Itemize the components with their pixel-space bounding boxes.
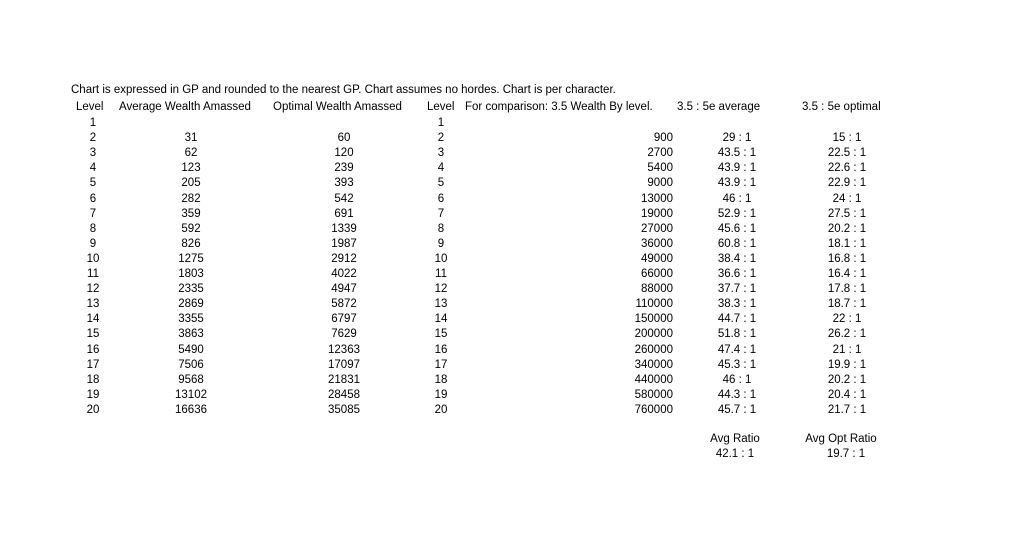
cell-35-wealth: 66000 bbox=[641, 268, 673, 280]
cell-average-wealth: 9568 bbox=[178, 374, 204, 386]
cell-35-wealth: 440000 bbox=[634, 374, 673, 386]
cell-optimal-wealth: 239 bbox=[334, 162, 354, 174]
cell-35-wealth: 13000 bbox=[641, 193, 673, 205]
cell-level-2: 7 bbox=[437, 208, 445, 220]
cell-optimal-wealth: 28458 bbox=[328, 389, 360, 401]
cell-ratio-optimal: 21 : 1 bbox=[832, 344, 862, 356]
cell-level-2: 1 bbox=[437, 117, 445, 129]
cell-ratio-optimal: 16.4 : 1 bbox=[827, 268, 867, 280]
cell-level: 3 bbox=[89, 147, 97, 159]
cell-ratio-optimal: 22.6 : 1 bbox=[827, 162, 867, 174]
avg-opt-ratio-value: 19.7 : 1 bbox=[826, 448, 866, 460]
cell-ratio-average: 37.7 : 1 bbox=[717, 283, 757, 295]
cell-ratio-average: 36.6 : 1 bbox=[717, 268, 757, 280]
cell-level-2: 13 bbox=[434, 298, 448, 310]
cell-35-wealth: 9000 bbox=[647, 177, 673, 189]
cell-ratio-optimal: 22.9 : 1 bbox=[827, 177, 867, 189]
cell-ratio-average: 45.3 : 1 bbox=[717, 359, 757, 371]
cell-optimal-wealth: 1339 bbox=[331, 223, 357, 235]
cell-optimal-wealth: 393 bbox=[334, 177, 354, 189]
cell-level: 14 bbox=[86, 313, 100, 325]
cell-35-wealth: 88000 bbox=[641, 283, 673, 295]
cell-ratio-optimal: 20.4 : 1 bbox=[827, 389, 867, 401]
cell-level-2: 20 bbox=[434, 404, 448, 416]
cell-level: 17 bbox=[86, 359, 100, 371]
avg-opt-ratio-label: Avg Opt Ratio bbox=[805, 433, 877, 445]
cell-level-2: 9 bbox=[437, 238, 445, 250]
cell-ratio-optimal: 22.5 : 1 bbox=[827, 147, 867, 159]
cell-level-2: 18 bbox=[434, 374, 448, 386]
cell-level: 20 bbox=[86, 404, 100, 416]
cell-average-wealth: 31 bbox=[184, 132, 198, 144]
cell-optimal-wealth: 12363 bbox=[328, 344, 360, 356]
header-comparison: For comparison: 3.5 Wealth By level. bbox=[465, 101, 653, 113]
cell-level: 13 bbox=[86, 298, 100, 310]
header-level: Level bbox=[76, 101, 104, 113]
cell-average-wealth: 826 bbox=[181, 238, 201, 250]
cell-average-wealth: 592 bbox=[181, 223, 201, 235]
cell-35-wealth: 900 bbox=[653, 132, 673, 144]
cell-ratio-optimal: 20.2 : 1 bbox=[827, 223, 867, 235]
avg-ratio-label: Avg Ratio bbox=[710, 433, 760, 445]
cell-optimal-wealth: 691 bbox=[334, 208, 354, 220]
cell-level: 4 bbox=[89, 162, 97, 174]
cell-ratio-optimal: 16.8 : 1 bbox=[827, 253, 867, 265]
cell-optimal-wealth: 7629 bbox=[331, 328, 357, 340]
cell-average-wealth: 1803 bbox=[178, 268, 204, 280]
cell-35-wealth: 19000 bbox=[641, 208, 673, 220]
cell-level-2: 8 bbox=[437, 223, 445, 235]
cell-average-wealth: 2335 bbox=[178, 283, 204, 295]
cell-35-wealth: 2700 bbox=[647, 147, 673, 159]
cell-level: 6 bbox=[89, 193, 97, 205]
cell-level: 5 bbox=[89, 177, 97, 189]
cell-ratio-average: 52.9 : 1 bbox=[717, 208, 757, 220]
cell-average-wealth: 7506 bbox=[178, 359, 204, 371]
cell-optimal-wealth: 120 bbox=[334, 147, 354, 159]
cell-ratio-optimal: 24 : 1 bbox=[832, 193, 862, 205]
cell-average-wealth: 5490 bbox=[178, 344, 204, 356]
cell-35-wealth: 340000 bbox=[634, 359, 673, 371]
cell-35-wealth: 150000 bbox=[634, 313, 673, 325]
cell-average-wealth: 2869 bbox=[178, 298, 204, 310]
cell-level: 2 bbox=[89, 132, 97, 144]
cell-35-wealth: 110000 bbox=[635, 298, 673, 310]
cell-ratio-average: 38.3 : 1 bbox=[717, 298, 757, 310]
cell-ratio-optimal: 17.8 : 1 bbox=[827, 283, 867, 295]
cell-35-wealth: 260000 bbox=[634, 344, 673, 356]
cell-level-2: 15 bbox=[434, 328, 448, 340]
cell-average-wealth: 123 bbox=[181, 162, 201, 174]
cell-ratio-optimal: 21.7 : 1 bbox=[827, 404, 867, 416]
cell-level-2: 6 bbox=[437, 193, 445, 205]
cell-average-wealth: 205 bbox=[181, 177, 201, 189]
cell-optimal-wealth: 17097 bbox=[328, 359, 360, 371]
cell-optimal-wealth: 4947 bbox=[331, 283, 357, 295]
cell-level-2: 16 bbox=[434, 344, 448, 356]
cell-level-2: 3 bbox=[437, 147, 445, 159]
cell-level: 7 bbox=[89, 208, 97, 220]
cell-level: 16 bbox=[86, 344, 100, 356]
cell-ratio-average: 43.5 : 1 bbox=[717, 147, 757, 159]
cell-level-2: 19 bbox=[434, 389, 448, 401]
header-average-wealth: Average Wealth Amassed bbox=[119, 101, 251, 113]
cell-optimal-wealth: 2912 bbox=[331, 253, 357, 265]
cell-35-wealth: 760000 bbox=[634, 404, 673, 416]
avg-ratio-value: 42.1 : 1 bbox=[715, 448, 755, 460]
cell-ratio-average: 43.9 : 1 bbox=[717, 162, 757, 174]
cell-optimal-wealth: 6797 bbox=[331, 313, 357, 325]
cell-ratio-optimal: 27.5 : 1 bbox=[827, 208, 867, 220]
cell-35-wealth: 580000 bbox=[634, 389, 673, 401]
cell-level: 8 bbox=[89, 223, 97, 235]
cell-optimal-wealth: 60 bbox=[337, 132, 351, 144]
cell-ratio-average: 44.7 : 1 bbox=[717, 313, 757, 325]
cell-optimal-wealth: 5872 bbox=[331, 298, 357, 310]
header-ratio-average: 3.5 : 5e average bbox=[677, 101, 761, 113]
cell-35-wealth: 49000 bbox=[641, 253, 673, 265]
cell-35-wealth: 36000 bbox=[641, 238, 673, 250]
cell-average-wealth: 13102 bbox=[175, 389, 207, 401]
cell-average-wealth: 16636 bbox=[175, 404, 207, 416]
cell-level-2: 5 bbox=[437, 177, 445, 189]
header-level-2: Level bbox=[427, 101, 455, 113]
cell-level-2: 17 bbox=[434, 359, 448, 371]
cell-level: 9 bbox=[89, 238, 97, 250]
cell-optimal-wealth: 35085 bbox=[328, 404, 360, 416]
cell-average-wealth: 3863 bbox=[178, 328, 204, 340]
cell-ratio-average: 46 : 1 bbox=[722, 193, 752, 205]
cell-ratio-average: 46 : 1 bbox=[722, 374, 752, 386]
chart-note: Chart is expressed in GP and rounded to the nearest GP. Chart assumes no hordes. Chart is per character. bbox=[71, 84, 616, 96]
cell-ratio-average: 45.6 : 1 bbox=[717, 223, 757, 235]
cell-level: 12 bbox=[86, 283, 100, 295]
cell-level-2: 2 bbox=[437, 132, 445, 144]
cell-ratio-average: 60.8 : 1 bbox=[717, 238, 757, 250]
cell-ratio-optimal: 20.2 : 1 bbox=[827, 374, 867, 386]
cell-ratio-average: 44.3 : 1 bbox=[717, 389, 757, 401]
header-optimal-wealth: Optimal Wealth Amassed bbox=[273, 101, 402, 113]
header-ratio-optimal: 3.5 : 5e optimal bbox=[802, 101, 881, 113]
cell-35-wealth: 5400 bbox=[647, 162, 673, 174]
cell-average-wealth: 62 bbox=[184, 147, 198, 159]
cell-level-2: 4 bbox=[437, 162, 445, 174]
cell-average-wealth: 359 bbox=[181, 208, 201, 220]
cell-ratio-optimal: 18.1 : 1 bbox=[827, 238, 867, 250]
cell-ratio-optimal: 19.9 : 1 bbox=[827, 359, 867, 371]
cell-ratio-optimal: 18.7 : 1 bbox=[827, 298, 867, 310]
cell-ratio-average: 45.7 : 1 bbox=[717, 404, 757, 416]
cell-optimal-wealth: 21831 bbox=[328, 374, 360, 386]
cell-level: 18 bbox=[86, 374, 100, 386]
cell-average-wealth: 3355 bbox=[178, 313, 204, 325]
cell-ratio-average: 38.4 : 1 bbox=[717, 253, 757, 265]
cell-level-2: 12 bbox=[434, 283, 448, 295]
cell-level: 10 bbox=[86, 253, 100, 265]
cell-35-wealth: 200000 bbox=[634, 328, 673, 340]
cell-average-wealth: 1275 bbox=[178, 253, 204, 265]
cell-level-2: 14 bbox=[434, 313, 448, 325]
cell-ratio-optimal: 22 : 1 bbox=[832, 313, 862, 325]
cell-level: 1 bbox=[89, 117, 97, 129]
cell-ratio-average: 43.9 : 1 bbox=[717, 177, 757, 189]
cell-level: 19 bbox=[86, 389, 100, 401]
cell-ratio-average: 51.8 : 1 bbox=[717, 328, 757, 340]
cell-ratio-optimal: 26.2 : 1 bbox=[827, 328, 867, 340]
cell-ratio-optimal: 15 : 1 bbox=[832, 132, 862, 144]
cell-level-2: 11 bbox=[435, 268, 447, 280]
cell-level-2: 10 bbox=[434, 253, 448, 265]
cell-level: 15 bbox=[86, 328, 100, 340]
cell-optimal-wealth: 1987 bbox=[331, 238, 357, 250]
cell-level: 11 bbox=[87, 268, 99, 280]
cell-optimal-wealth: 542 bbox=[334, 193, 354, 205]
cell-average-wealth: 282 bbox=[181, 193, 201, 205]
cell-ratio-average: 29 : 1 bbox=[722, 132, 752, 144]
cell-ratio-average: 47.4 : 1 bbox=[717, 344, 757, 356]
cell-35-wealth: 27000 bbox=[641, 223, 673, 235]
cell-optimal-wealth: 4022 bbox=[331, 268, 357, 280]
